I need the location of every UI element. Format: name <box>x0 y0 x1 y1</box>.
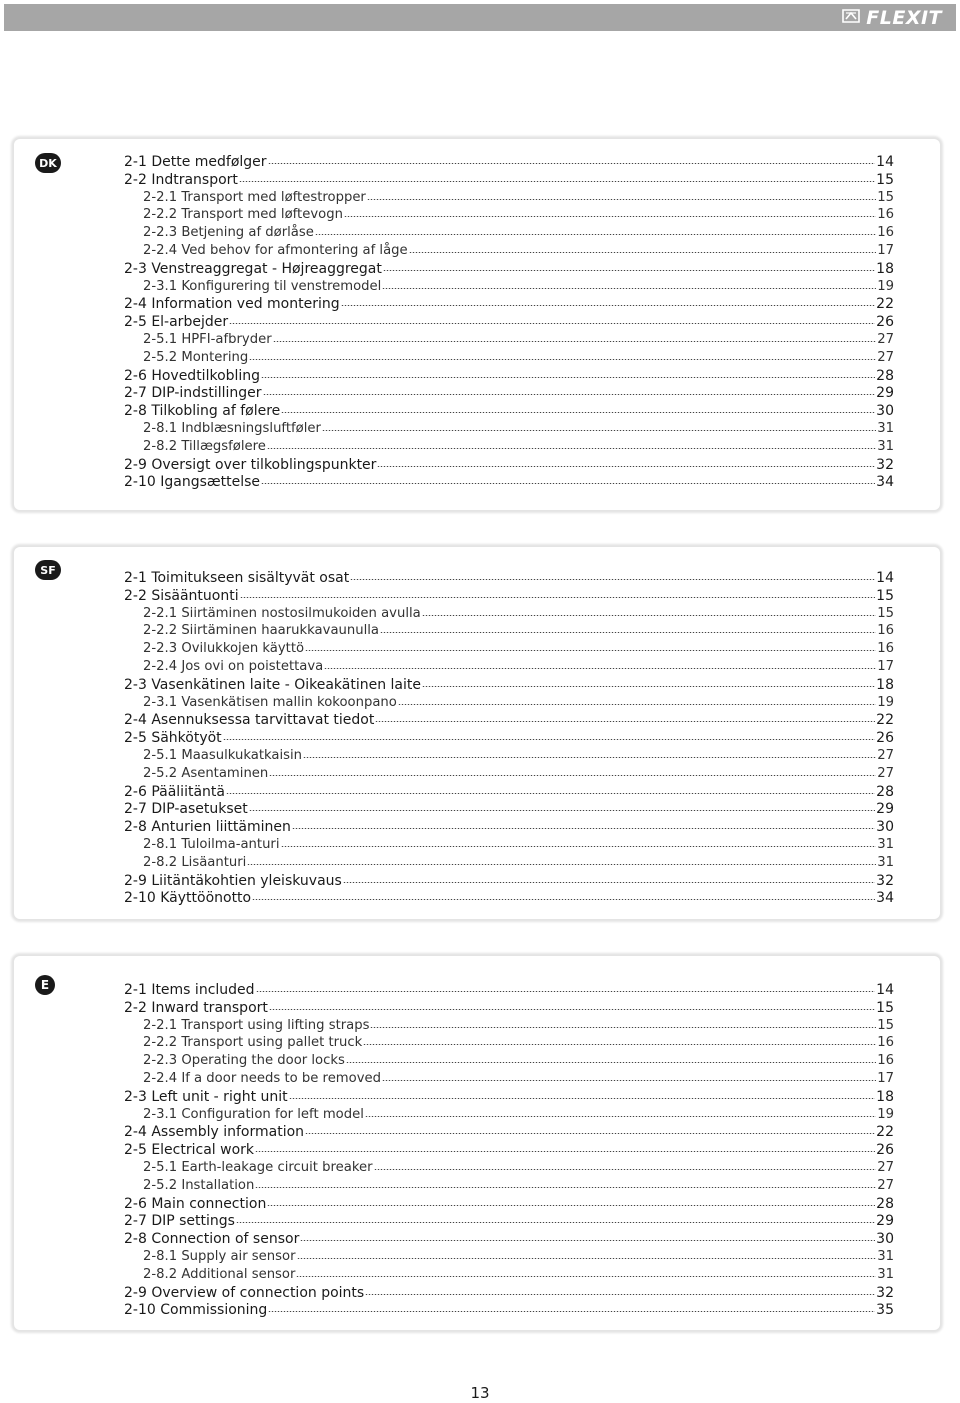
toc-leader-dots <box>303 757 876 758</box>
toc-entry-page: 15 <box>877 1017 894 1033</box>
toc-leader-dots <box>305 1133 875 1134</box>
toc-leader-dots <box>377 466 875 467</box>
toc-leader-dots <box>374 1169 877 1170</box>
toc-leader-dots <box>249 359 876 360</box>
toc-leader-dots <box>289 1098 876 1099</box>
toc-entry-title: 2-2.4 If a door needs to be removed <box>143 1071 382 1086</box>
toc-entry-page: 34 <box>876 890 894 907</box>
toc-entry <box>124 1123 894 1141</box>
toc-leader-dots <box>269 1009 875 1010</box>
toc-leader-dots <box>305 650 876 651</box>
toc-entry <box>124 981 894 999</box>
toc-leader-dots <box>422 615 876 616</box>
toc-entry-page: 16 <box>877 641 894 657</box>
toc-entry <box>124 889 894 907</box>
toc-entry-page: 19 <box>877 694 894 710</box>
toc-entry-page: 17 <box>877 659 894 674</box>
toc-entry-page: 28 <box>876 783 894 800</box>
toc-entry-page: 16 <box>877 1053 894 1069</box>
toc-leader-dots <box>261 483 875 484</box>
toc-entry <box>143 640 894 658</box>
toc-leader-dots <box>380 632 876 633</box>
toc-entry-title: 2-4 Asennuksessa tarvittavat tiedot <box>124 712 375 729</box>
toc-entry <box>124 456 894 474</box>
toc-entry <box>143 1017 894 1035</box>
toc-entry-title: 2-2.1 Siirtäminen nostosilmukoiden avulla <box>143 605 421 621</box>
toc-entry <box>143 622 894 640</box>
toc-entry-page: 30 <box>876 403 894 420</box>
language-badge: SF <box>35 560 61 580</box>
toc-entry-title: 2-9 Overview of connection points <box>124 1284 365 1301</box>
toc-entry-title: 2-2 Indtransport <box>124 171 238 188</box>
language-badge: DK <box>35 153 61 173</box>
toc-leader-dots <box>281 412 875 413</box>
toc-entry-page: 14 <box>876 982 894 998</box>
toc-leader-dots <box>252 899 875 900</box>
toc-entry <box>143 438 894 456</box>
toc-entry-page: 14 <box>876 570 894 586</box>
toc-entry-title: 2-5.2 Installation <box>143 1177 255 1193</box>
toc-entry-page: 31 <box>877 1249 894 1264</box>
toc-entry-page: 27 <box>877 1177 894 1193</box>
toc-leader-dots <box>375 721 875 722</box>
toc-entry-page: 32 <box>876 1284 894 1301</box>
toc-entry-page: 22 <box>876 712 894 729</box>
toc-leader-dots <box>297 1258 877 1259</box>
toc-entry <box>143 1034 894 1052</box>
toc-entry-title: 2-2.3 Operating the door locks <box>143 1053 345 1069</box>
toc-entry-page: 29 <box>876 801 894 818</box>
toc-leader-dots <box>236 1222 875 1223</box>
toc-leader-dots <box>322 430 876 431</box>
toc-entry-title: 2-2.1 Transport med løftestropper <box>143 189 366 205</box>
toc-entry <box>124 1212 894 1230</box>
toc-entry <box>124 402 894 420</box>
toc-entry-page: 27 <box>877 332 894 347</box>
toc-leader-dots <box>383 270 875 271</box>
toc-entry-page: 19 <box>877 278 894 294</box>
toc-entry-page: 30 <box>876 1231 894 1248</box>
toc-leader-dots <box>422 686 875 687</box>
toc-leader-dots <box>382 288 876 289</box>
toc-entry <box>124 171 894 189</box>
toc-leader-dots <box>268 163 876 164</box>
toc-entry-title: 2-9 Oversigt over tilkoblingspunkter <box>124 456 377 473</box>
toc-entry <box>124 367 894 385</box>
toc-entry <box>124 872 894 890</box>
toc-entry <box>124 1088 894 1106</box>
toc-entry-title: 2-8.2 Additional sensor <box>143 1266 296 1282</box>
section-dk <box>14 139 940 510</box>
toc-entry-page: 15 <box>876 999 894 1016</box>
toc-entry <box>124 1230 894 1248</box>
flexit-logo-icon <box>841 8 861 28</box>
toc-entry-page: 26 <box>876 1142 894 1159</box>
toc-entry-title: 2-2 Sisääntuonti <box>124 587 239 604</box>
toc-entry-page: 27 <box>877 349 894 365</box>
toc-leader-dots <box>324 668 876 669</box>
toc-leader-dots <box>261 377 875 378</box>
page-number: 13 <box>470 1384 490 1402</box>
toc-leader-dots <box>292 828 875 829</box>
toc-entry-title: 2-3 Vasenkätinen laite - Oikeakätinen laite <box>124 676 422 693</box>
toc-leader-dots <box>315 234 876 235</box>
toc-leader-dots <box>398 704 876 705</box>
toc-entry-title: 2-8.1 Tuloilma-anturi <box>143 837 280 852</box>
toc-entry-page: 31 <box>877 438 894 454</box>
toc-entry-page: 16 <box>877 623 894 639</box>
toc-leader-dots <box>223 739 876 740</box>
toc-leader-dots <box>268 1311 875 1312</box>
toc-entry <box>143 765 894 783</box>
toc-entry-page: 30 <box>876 819 894 836</box>
toc-entry <box>124 1284 894 1302</box>
toc-leader-dots <box>344 216 876 217</box>
toc-entry <box>143 1177 894 1195</box>
toc-leader-dots <box>255 1151 875 1152</box>
toc-entry-page: 27 <box>877 1160 894 1175</box>
toc-entry <box>124 313 894 331</box>
toc-leader-dots <box>341 305 876 306</box>
toc-entry-title: 2-3 Left unit - right unit <box>124 1088 288 1105</box>
toc-leader-dots <box>240 597 876 598</box>
toc-entry-title: 2-7 DIP settings <box>124 1213 235 1230</box>
section-e <box>14 956 940 1330</box>
toc-entry <box>124 999 894 1017</box>
toc-entry-page: 29 <box>876 385 894 402</box>
brand-name: FLEXIT <box>866 6 942 29</box>
toc-entry-title: 2-5 Electrical work <box>124 1142 254 1159</box>
toc-entry <box>124 384 894 402</box>
toc-entry-title: 2-1 Items included <box>124 982 255 998</box>
toc-entry-page: 15 <box>876 587 894 604</box>
toc-entry-page: 34 <box>876 474 894 491</box>
toc-entry-title: 2-5 Sähkötyöt <box>124 730 222 747</box>
toc-leader-dots <box>382 1080 876 1081</box>
toc-entry <box>143 242 894 260</box>
toc-entry-title: 2-8 Anturien liittäminen <box>124 819 291 836</box>
toc-leader-dots <box>363 1044 876 1045</box>
toc-entry-title: 2-2.1 Transport using lifting straps <box>143 1017 370 1033</box>
toc-entry-title: 2-7 DIP-indstillinger <box>124 385 262 402</box>
toc-entry-title: 2-4 Assembly information <box>124 1124 305 1141</box>
toc-entry-page: 18 <box>876 260 894 277</box>
toc-leader-dots <box>300 1240 875 1241</box>
toc-entry-page: 27 <box>877 748 894 763</box>
toc-entry <box>124 1301 894 1319</box>
toc-entry-title: 2-2.2 Siirtäminen haarukkavaunulla <box>143 623 380 639</box>
toc-entry-title: 2-6 Pääliitäntä <box>124 783 225 800</box>
toc-entry-page: 19 <box>877 1106 894 1122</box>
toc-leader-dots <box>343 882 875 883</box>
toc-entry <box>143 1159 894 1177</box>
toc-leader-dots <box>226 793 875 794</box>
toc-entry <box>143 224 894 242</box>
toc-entry-page: 16 <box>877 207 894 223</box>
toc-leader-dots <box>350 579 875 580</box>
toc-entry <box>124 587 894 605</box>
toc-entry <box>124 711 894 729</box>
toc-entry <box>143 747 894 765</box>
toc-entry-page: 14 <box>876 154 894 170</box>
toc-entry-title: 2-5.2 Montering <box>143 349 249 365</box>
toc-entry <box>124 153 894 171</box>
toc-entry-page: 15 <box>876 171 894 188</box>
toc-leader-dots <box>269 775 876 776</box>
toc-leader-dots <box>273 341 877 342</box>
toc-entry-title: 2-8.2 Lisäanturi <box>143 854 247 870</box>
toc-entry-title: 2-6 Main connection <box>124 1195 267 1212</box>
toc-leader-dots <box>346 1062 876 1063</box>
toc-entry-page: 31 <box>877 1266 894 1282</box>
toc-entry-title: 2-2.2 Transport med løftevogn <box>143 207 343 223</box>
toc-entry-page: 16 <box>877 225 894 241</box>
toc-entry-page: 22 <box>876 1124 894 1141</box>
toc-entry-page: 28 <box>876 367 894 384</box>
toc-entry-title: 2-5 El-arbejder <box>124 314 229 331</box>
toc-entry-title: 2-3 Venstreaggregat - Højreaggregat <box>124 260 382 277</box>
toc-leader-dots <box>296 1276 876 1277</box>
toc-entry-title: 2-3.1 Vasenkätisen mallin kokoonpano <box>143 694 397 710</box>
toc-entry-title: 2-10 Käyttöönotto <box>124 890 252 907</box>
toc-leader-dots <box>247 864 876 865</box>
toc-entry-title: 2-9 Liitäntäkohtien yleiskuvaus <box>124 872 342 889</box>
toc-entry <box>124 569 894 587</box>
toc-entry <box>143 1106 894 1124</box>
toc-entry <box>143 1070 894 1088</box>
toc-entry-page: 22 <box>876 296 894 313</box>
toc-entry <box>143 206 894 224</box>
toc-entry <box>143 349 894 367</box>
toc-leader-dots <box>370 1027 876 1028</box>
toc-entry <box>124 473 894 491</box>
toc-entry-page: 16 <box>877 1035 894 1051</box>
toc-leader-dots <box>229 323 875 324</box>
toc-entry-page: 29 <box>876 1213 894 1230</box>
toc-entry-title: 2-3.1 Konfigurering til venstremodel <box>143 278 382 294</box>
toc-entry-page: 32 <box>876 872 894 889</box>
toc-entry-title: 2-2.2 Transport using pallet truck <box>143 1035 363 1051</box>
toc-entry-page: 35 <box>876 1302 894 1319</box>
toc-entry <box>143 658 894 676</box>
toc-entry-page: 26 <box>876 314 894 331</box>
toc-entry <box>124 676 894 694</box>
toc-entry-title: 2-1 Toimitukseen sisältyvät osat <box>124 570 350 586</box>
toc-entry <box>124 783 894 801</box>
toc-entry-page: 15 <box>877 605 894 621</box>
toc-leader-dots <box>409 252 877 253</box>
toc-entry-page: 27 <box>877 765 894 781</box>
toc-entry-page: 28 <box>876 1195 894 1212</box>
toc-entry <box>143 1248 894 1266</box>
toc-entry-title: 2-4 Information ved montering <box>124 296 340 313</box>
toc-entry <box>124 1141 894 1159</box>
toc-leader-dots <box>249 810 875 811</box>
toc-leader-dots <box>263 394 876 395</box>
toc-entry <box>143 694 894 712</box>
toc-entry <box>124 260 894 278</box>
toc-entry-title: 2-5.1 HPFI-afbryder <box>143 332 272 347</box>
toc-entry-title: 2-10 Commissioning <box>124 1302 268 1319</box>
toc-leader-dots <box>255 1187 876 1188</box>
toc-entry-page: 32 <box>876 456 894 473</box>
toc-entry-title: 2-2.4 Ved behov for afmontering af låge <box>143 243 408 258</box>
toc-leader-dots <box>267 1205 875 1206</box>
toc-entry-page: 18 <box>876 676 894 693</box>
toc-entry <box>124 800 894 818</box>
toc-entry <box>143 278 894 296</box>
toc-entry-title: 2-8 Tilkobling af følere <box>124 403 281 420</box>
toc-leader-dots <box>365 1116 876 1117</box>
toc-entry-title: 2-7 DIP-asetukset <box>124 801 248 818</box>
toc-entry-page: 17 <box>877 243 894 258</box>
toc-entry-title: 2-2.4 Jos ovi on poistettava <box>143 659 324 674</box>
toc-leader-dots <box>239 181 875 182</box>
toc-entry-title: 2-5.2 Asentaminen <box>143 765 269 781</box>
toc-entry <box>143 836 894 854</box>
toc-entry <box>143 331 894 349</box>
toc-entry <box>124 295 894 313</box>
toc-entry-page: 31 <box>877 837 894 852</box>
toc-entry-title: 2-5.1 Maasulkukatkaisin <box>143 748 303 763</box>
toc-entry-title: 2-5.1 Earth-leakage circuit breaker <box>143 1160 373 1175</box>
toc-entry <box>143 605 894 623</box>
toc-entry <box>143 1052 894 1070</box>
toc-entry-page: 31 <box>877 421 894 436</box>
toc-entry <box>143 1266 894 1284</box>
toc-entry <box>124 729 894 747</box>
toc-entry-page: 17 <box>877 1071 894 1086</box>
toc-leader-dots <box>367 199 876 200</box>
toc-entry-page: 26 <box>876 730 894 747</box>
toc-entry <box>143 189 894 207</box>
toc-entry-title: 2-6 Hovedtilkobling <box>124 367 261 384</box>
toc-entry-title: 2-1 Dette medfølger <box>124 154 267 170</box>
toc-entry <box>124 818 894 836</box>
toc-entry-title: 2-8 Connection of sensor <box>124 1231 300 1248</box>
toc-entry <box>143 854 894 872</box>
toc-entry-title: 2-2.3 Ovilukkojen käyttö <box>143 641 305 657</box>
toc-entry-page: 15 <box>877 189 894 205</box>
language-badge: E <box>35 975 55 995</box>
toc-leader-dots <box>256 991 876 992</box>
toc-entry-title: 2-8.1 Supply air sensor <box>143 1249 296 1264</box>
toc-entry-title: 2-2.3 Betjening af dørlåse <box>143 225 314 241</box>
toc-leader-dots <box>365 1294 875 1295</box>
toc-entry-title: 2-2 Inward transport <box>124 999 268 1016</box>
toc-entry-page: 31 <box>877 854 894 870</box>
brand-logo <box>841 6 942 29</box>
toc-leader-dots <box>267 448 876 449</box>
toc-entry-page: 18 <box>876 1088 894 1105</box>
toc-entry <box>143 420 894 438</box>
toc-entry-title: 2-8.2 Tillægsfølere <box>143 438 266 454</box>
toc-entry <box>124 1195 894 1213</box>
toc-entry-title: 2-3.1 Configuration for left model <box>143 1106 364 1122</box>
toc-leader-dots <box>281 846 877 847</box>
toc-entry-title: 2-8.1 Indblæsningsluftføler <box>143 421 321 436</box>
toc-entry-title: 2-10 Igangsættelse <box>124 474 261 491</box>
header-bar <box>4 4 956 31</box>
section-sf <box>14 547 940 919</box>
